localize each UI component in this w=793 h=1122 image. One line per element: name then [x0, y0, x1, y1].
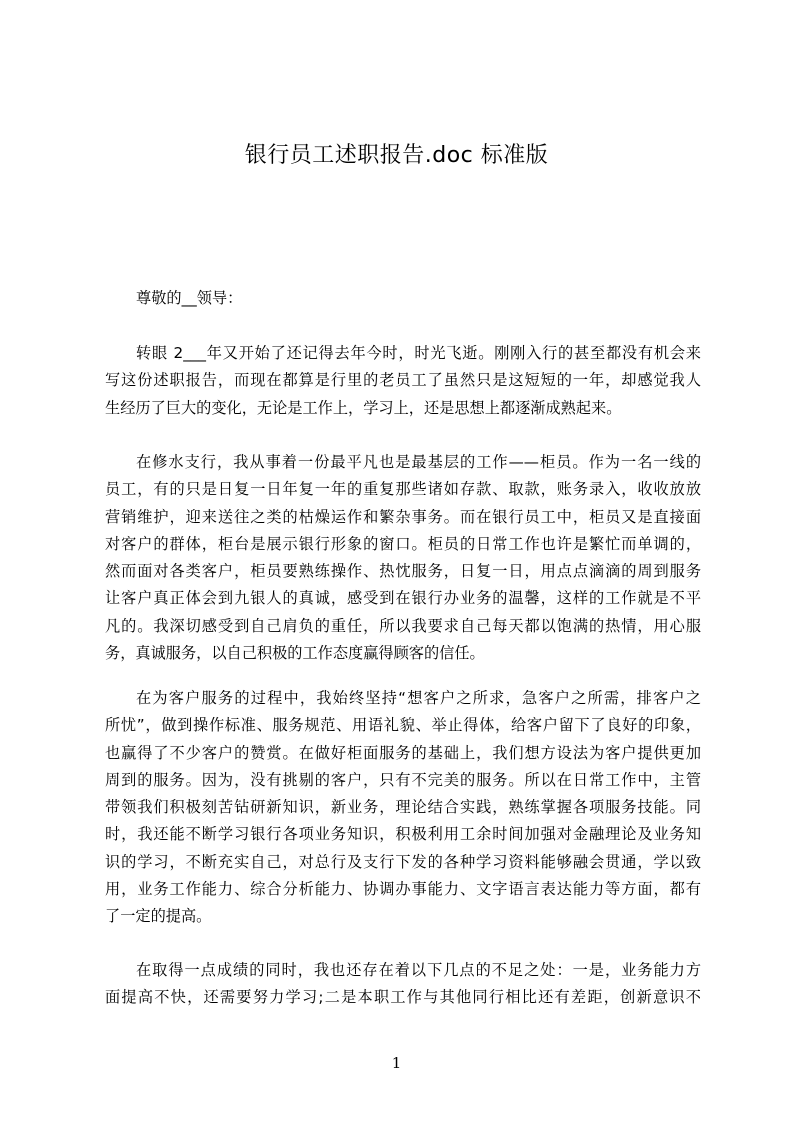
paragraph-4: [105, 957, 701, 1012]
paragraph-line: 凡的。我深切感受到自己肩负的重任，所以我要求自己每天都以饱满的热情，用心服: [105, 616, 701, 635]
paragraph-1: [105, 340, 701, 422]
paragraph-line: 了一定的提高。: [105, 907, 212, 926]
paragraph-line: 识的学习，不断充实自己，对总行及支行下发的各种学习资料能够融会贯通，学以致: [105, 852, 701, 871]
paragraph-line: 生经历了巨大的变化，无论是工作上，学习上，还是思想上都逐渐成熟起来。: [105, 398, 622, 417]
paragraph-line: 用，业务工作能力、综合分析能力、协调办事能力、文字语言表达能力等方面，都有: [105, 880, 701, 899]
paragraph-3: [105, 685, 701, 931]
paragraph-line: 在取得一点成绩的同时，我也还存在着以下几点的不足之处：一是，业务能力方: [136, 961, 701, 979]
paragraph-line: 营销维护，迎来送往之类的枯燥运作和繁杂事务。而在银行员工中，柜员又是直接面: [105, 507, 701, 526]
paragraph-line: 所忧”，做到操作标准、服务规范、用语礼貌、举止得体，给客户留下了良好的印象，: [105, 716, 701, 735]
page-number: 1: [391, 1054, 402, 1072]
paragraph-line: 对客户的群体，柜台是展示银行形象的窗口。柜员的日常工作也许是繁忙而单调的，: [105, 534, 701, 553]
paragraph-line: 也赢得了不少客户的赞赏。在做好柜面服务的基础上，我们想方设法为客户提供更加: [105, 743, 701, 762]
paragraph-2: [105, 449, 701, 667]
paragraph-line: 然而面对各类客户，柜员要熟练操作、热忱服务，日复一日，用点点滴滴的周到服务: [105, 562, 701, 581]
paragraph-line: 面提高不快，还需要努力学习;二是本职工作与其他同行相比还有差距，创新意识不: [105, 988, 701, 1007]
paragraph-line: 在为客户服务的过程中，我始终坚持“想客户之所求，急客户之所需，排客户之: [136, 689, 701, 707]
paragraph-line: 带领我们积极刻苦钻研新知识，新业务，理论结合实践，熟练掌握各项服务技能。同: [105, 798, 701, 817]
paragraph-line: 转眼 2___年又开始了还记得去年今时，时光飞逝。刚刚入行的甚至都没有机会来: [136, 344, 701, 362]
paragraph-line: 务，真诚服务，以自己积极的工作态度赢得顾客的信任。: [105, 644, 485, 663]
paragraph-line: 写这份述职报告，而现在都算是行里的老员工了虽然只是这短短的一年，却感觉我人: [105, 371, 701, 390]
paragraph-line: 时，我还能不断学习银行各项业务知识，积极利用工余时间加强对金融理论及业务知: [105, 825, 701, 844]
paragraph-line: 在修水支行，我从事着一份最平凡也是最基层的工作——柜员。作为一名一线的: [136, 453, 701, 471]
salutation: 尊敬的__领导：: [136, 289, 243, 307]
paragraph-line: 让客户真正体会到九银人的真诚，感受到在银行办业务的温馨，这样的工作就是不平: [105, 589, 701, 608]
paragraph-line: 周到的服务。因为，没有挑剔的客户，只有不完美的服务。所以在日常工作中，主管: [105, 770, 701, 789]
document-title: 银行员工述职报告.doc 标准版: [244, 143, 549, 168]
paragraph-line: 员工，有的只是日复一日年复一年的重复那些诸如存款、取款，账务录入，收收放放: [105, 480, 701, 499]
